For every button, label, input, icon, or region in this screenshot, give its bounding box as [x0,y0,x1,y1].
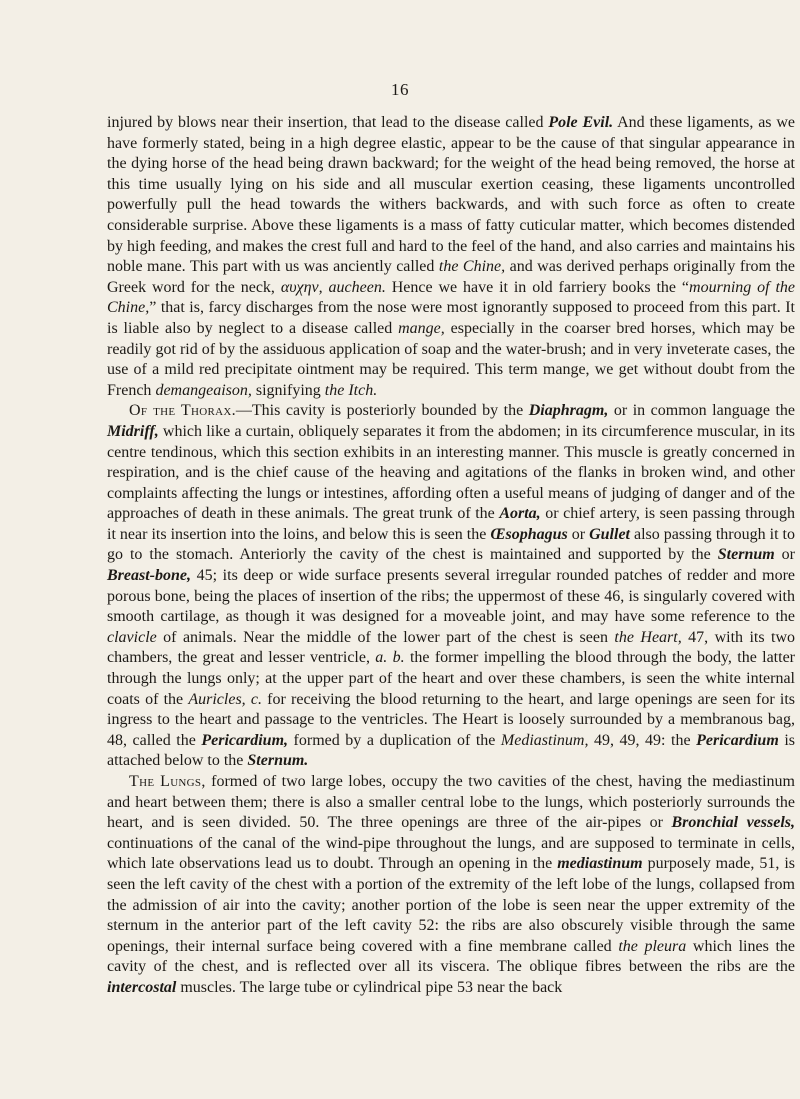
italic-term: the Itch. [324,381,378,399]
bold-italic-term: Gullet [589,525,630,543]
bold-italic-term: Sternum. [247,752,309,770]
italic-term: the Chine, [438,258,506,276]
bold-italic-term: Diaphragm, [528,402,609,420]
italic-term: the pleura [618,937,687,955]
italic-term: αυχην, aucheen. [280,278,386,296]
bold-italic-term: Œsophagus [490,525,568,543]
bold-italic-term: mediastinum [557,855,643,873]
text-run: Hence we have it in old farriery books the “ [385,278,690,296]
text-run: muscles. The large tube or cylindrical pipe 53 near the back [176,978,563,996]
page-number: 16 [391,80,409,99]
section-heading: Of the Thorax. [129,402,236,420]
italic-term: mange, [398,319,445,337]
paragraph [107,401,795,772]
text-run: ” that is, farcy discharges from the nose were most ignorantly supposed to proceed from this part. It is liable also by neglect to a disease called [107,299,795,337]
italic-term: the Heart, [614,628,682,646]
text-run: 49, 49, 49: the [588,731,697,749]
italic-term: Auricles, c. [188,690,262,708]
bold-italic-term: Aorta, [499,505,541,523]
text-run: And these ligaments, as we have formerly stated, being in a high degree elastic, appear to be the cause of that singular appearance in the dying horse of the head being drawn backward; for the weight of the head being removed, the horse at this time usually lying on his side and all muscular exertion ceasing, these ligaments uncontrolled powerfully pull the head towards the withers backwards, and with such force as often to create considerable surprise. Above these ligaments is a mass of fatty cuticular matter, which becomes distended by high feeding, and makes the crest full and hard to the feel of the hand, and also carries and maintains his noble mane. This part with us was anciently called [107,114,796,276]
text-run: for receiving the blood returning to the heart, and large openings are seen for its ingress to the heart and passage to the ventricles. The Heart is loosely surrounded by a membranous bag, 48, called the [107,690,796,749]
text-run: 45; its deep or wide surface presents several irregular rounded patches of redder and more porous bone, being the places of insertion of the ribs; the uppermost of these 46, is singularly covered with smooth cartilage, as though it was designed for a moveable joint, and may have some reference to the [107,567,795,626]
italic-term: a. b. [375,649,405,667]
bold-italic-term: Breast-bone, [107,567,191,585]
bold-italic-term: Midriff, [107,422,159,440]
text-run: 47, with its two chambers, the great and lesser ventricle, [107,628,796,667]
text-run: or in common language the [608,402,796,420]
text-run: formed by a duplication of the [288,731,501,749]
bold-italic-term: Sternum [717,546,775,564]
text-run: or chief artery, is seen passing through it near its insertion into the loins, and below this is seen the [107,505,795,543]
italic-term: clavicle [107,628,157,646]
text-run: the former impelling the blood through the body, the latter through the lungs only; at the upper part of the heart and over these chambers, is seen the white internal coats of the [107,649,795,708]
text-run: continuations of the canal of the wind-pipe throughout the lungs, and are supposed to terminate in cells, which late observations lead us to doubt. Through an opening in the [107,834,795,873]
text-run: purposely made, 51, is seen the left cavity of the chest with a portion of the extremity of the left lobe of the lungs, collapsed from the admission of air into the cavity; another portion of the lobe is seen near the upper extremity of the sternum in the anterior part of the left cavity 52: the ribs are also obscurely visible through the same openings, their internal surface being covered with a fine membrane called [107,855,795,955]
text-run: of animals. Near the middle of the lower part of the chest is seen [156,628,615,646]
bold-italic-term: Bronchial vessels, [671,814,795,832]
italic-term: demangeaison, [155,381,252,399]
text-run: and was derived perhaps originally from the Greek word for the neck, [107,258,796,296]
italic-term: mourning of the Chine, [107,278,796,317]
text-run: or [774,546,796,564]
text-run: signifying [251,381,325,399]
bold-italic-term: intercostal [107,978,177,996]
section-heading: The Lungs, [129,773,206,790]
text-run: formed of two large lobes, occupy the two cavities of the chest, having the mediastinum and heart between them; there is also a smaller central lobe to the lungs, which posteriorly surrounds the heart, and is seen divided. 50. The three openings are three of the air-pipes or [107,773,796,832]
paragraph [107,113,795,401]
bold-italic-term: Pole Evil. [548,114,614,131]
text-run: which lines the cavity of the chest, and is reflected over all its viscera. The oblique fibres between the ribs are the [107,937,795,976]
text-run: injured by blows near their insertion, that lead to the disease called [107,114,549,131]
bold-italic-term: Pericardium, [201,731,289,749]
text-run: is attached below to the [107,731,795,770]
paragraph [107,772,795,999]
text-run: which like a curtain, obliquely separates it from the abdomen; in its circumference muscular, in its centre tendinous, which this section exhibits in an interesting manner. This muscle is greatly concerned in respiration, and is the chief cause of the heaving and agitations of the flanks in broken wind, and other complaints affecting the lungs or intestines, affording often a useful means of judging of danger and of the approaches of death in these animals. The great trunk of the [107,422,795,523]
text-run: especially in the coarser bred horses, which may be readily got rid of by the assiduous application of soap and the water-brush; and in very inveterate cases, the use of a mild red precipitate ointment may be required. This term mange, we get without doubt from the French [107,319,795,399]
bold-italic-term: Pericardium [696,731,779,749]
italic-term: Mediastinum, [500,731,589,749]
text-run: also passing through it to go to the stomach. Anteriorly the cavity of the chest is maintained and supported by the [107,525,795,564]
text-run: —This cavity is posteriorly bounded by the [235,402,529,420]
text-run: or [567,525,590,543]
body-text [107,113,795,999]
